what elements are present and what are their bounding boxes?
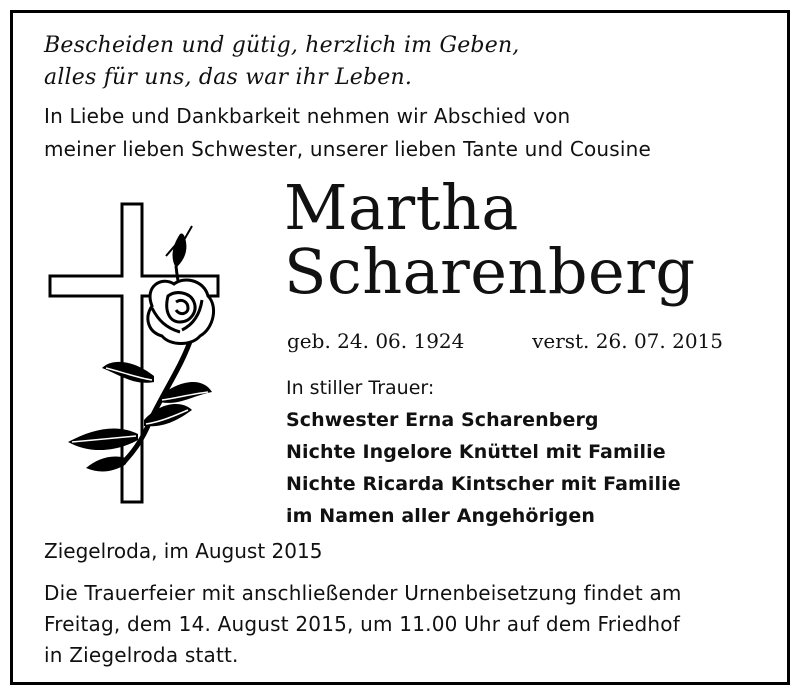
service-line-3: in Ziegelroda statt. (44, 643, 239, 667)
deceased-name (284, 171, 696, 308)
mourners-list (286, 372, 681, 532)
service-line-2: Freitag, dem 14. August 2015, um 11.00 Uhr auf dem Friedhof (44, 612, 680, 636)
funeral-service-text (44, 578, 682, 671)
life-dates (287, 326, 723, 356)
poem-line-1: Bescheiden und gütig, herzlich im Geben, (44, 33, 520, 58)
mourner-name: Schwester Erna Scharenberg (286, 409, 599, 431)
mourner-name: im Namen aller Angehörigen (286, 505, 595, 527)
place-and-date: Ziegelroda, im August 2015 (44, 539, 323, 563)
deceased-last-name: Scharenberg (284, 235, 696, 308)
death-date: verst. 26. 07. 2015 (532, 329, 723, 353)
intro-text (44, 100, 651, 166)
cross-with-rose-icon (42, 196, 237, 506)
deceased-first-name: Martha (284, 171, 519, 244)
poem (44, 30, 520, 94)
birth-date: geb. 24. 06. 1924 (287, 329, 465, 353)
rose-blossom (148, 280, 214, 344)
poem-line-2: alles für uns, das war ihr Leben. (44, 65, 413, 90)
mourners-label: In stiller Trauer: (286, 377, 435, 399)
intro-line-2: meiner lieben Schwester, unserer lieben Tante und Cousine (44, 137, 652, 161)
service-line-1: Die Trauerfeier mit anschließender Urnenbeisetzung findet am (44, 581, 682, 605)
rose-leaf (86, 456, 126, 471)
mourner-name: Nichte Ingelore Knüttel mit Familie (286, 441, 666, 463)
mourner-name: Nichte Ricarda Kintscher mit Familie (286, 473, 681, 495)
intro-line-1: In Liebe und Dankbarkeit nehmen wir Abschied von (44, 104, 571, 128)
